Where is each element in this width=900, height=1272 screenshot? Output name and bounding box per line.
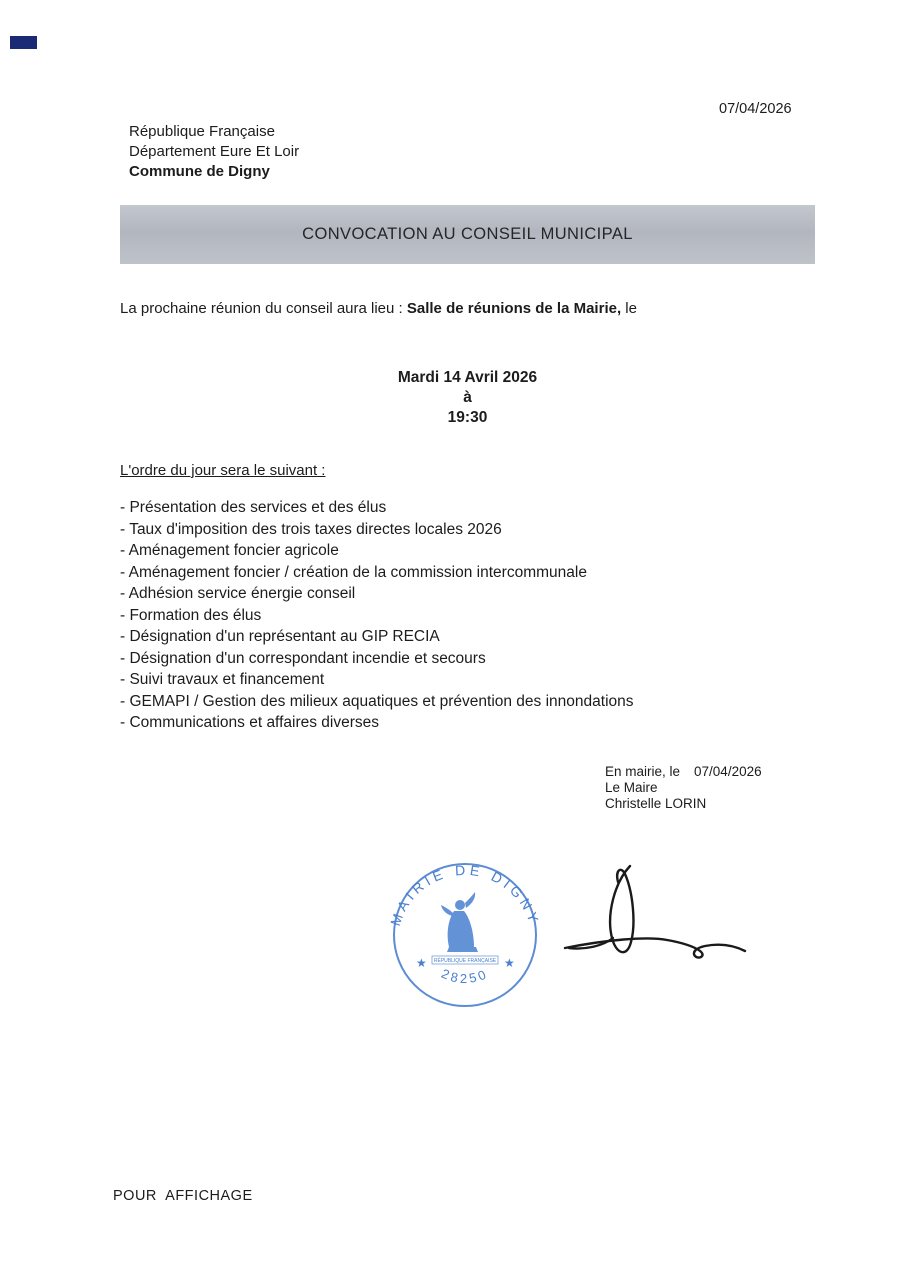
- agenda-item: - GEMAPI / Gestion des milieux aquatiques et prévention des innondations: [120, 692, 634, 710]
- letterhead-department: Département Eure Et Loir: [129, 143, 300, 160]
- title-banner: [120, 205, 815, 264]
- municipal-stamp: [380, 850, 550, 1020]
- agenda-item: - Désignation d'un correspondant incendie et secours: [120, 649, 486, 667]
- stamp-banner: [432, 956, 498, 964]
- agenda-item: - Taux d'imposition des trois taxes directes locales 2026: [120, 520, 502, 538]
- intro-sentence: [120, 300, 637, 317]
- meeting-date: Mardi 14 Avril 2026: [397, 369, 538, 386]
- agenda-item: - Adhésion service énergie conseil: [120, 585, 356, 602]
- stamp-banner-text: RÉPUBLIQUE FRANÇAISE: [433, 958, 497, 964]
- letterhead-commune: Commune de Digny: [129, 163, 270, 180]
- letterhead: [129, 122, 299, 182]
- meeting-at-word: à: [463, 389, 472, 406]
- closing-name: Christelle LORIN: [605, 796, 707, 811]
- closing-place-label: En mairie, le: [605, 764, 681, 779]
- agenda-item: - Suivi travaux et financement: [120, 671, 325, 688]
- meeting-location: Salle de réunions de la Mairie,: [406, 300, 622, 317]
- marianne-figure-icon: [441, 892, 478, 952]
- agenda-item: - Communications et affaires diverses: [120, 714, 380, 731]
- agenda-item: - Formation des élus: [120, 606, 262, 624]
- meeting-time: 19:30: [447, 409, 488, 426]
- agenda-heading: L'ordre du jour sera le suivant :: [120, 462, 326, 479]
- signature-block: [605, 764, 762, 812]
- closing-role: Le Maire: [605, 780, 658, 795]
- stamp-postal-code: 28250: [439, 965, 491, 986]
- closing-place-date: [605, 764, 762, 780]
- handwritten-signature: [555, 858, 755, 973]
- intro-prefix: La prochaine réunion du conseil aura lieu :: [120, 300, 407, 317]
- agenda-item: - Aménagement foncier agricole: [120, 542, 339, 559]
- letterhead-republic: République Française: [129, 123, 275, 140]
- stamp-star-right-icon: ★: [504, 956, 515, 970]
- stamp-top-text: MAIRIE DE DIGNY: [387, 861, 543, 928]
- closing-date: 07/04/2026: [694, 764, 762, 779]
- posting-note: POUR AFFICHAGE: [113, 1188, 253, 1204]
- stamp-seal-icon: [380, 850, 550, 1020]
- svg-text:28250: [439, 966, 491, 986]
- meeting-datetime: [120, 368, 815, 428]
- signature-ink-icon: [555, 858, 755, 973]
- agenda-list: [120, 497, 634, 734]
- agenda-item: - Désignation d'un représentant au GIP RECIA: [120, 628, 440, 645]
- top-right-date: 07/04/2026: [719, 101, 792, 117]
- scan-artifact-mark: [10, 36, 37, 49]
- agenda-item: - Aménagement foncier / création de la commission intercommunale: [120, 563, 587, 581]
- document-title: CONVOCATION AU CONSEIL MUNICIPAL: [302, 225, 633, 243]
- intro-suffix: le: [621, 300, 637, 317]
- agenda-item: - Présentation des services et des élus: [120, 499, 387, 516]
- stamp-star-left-icon: ★: [416, 956, 427, 970]
